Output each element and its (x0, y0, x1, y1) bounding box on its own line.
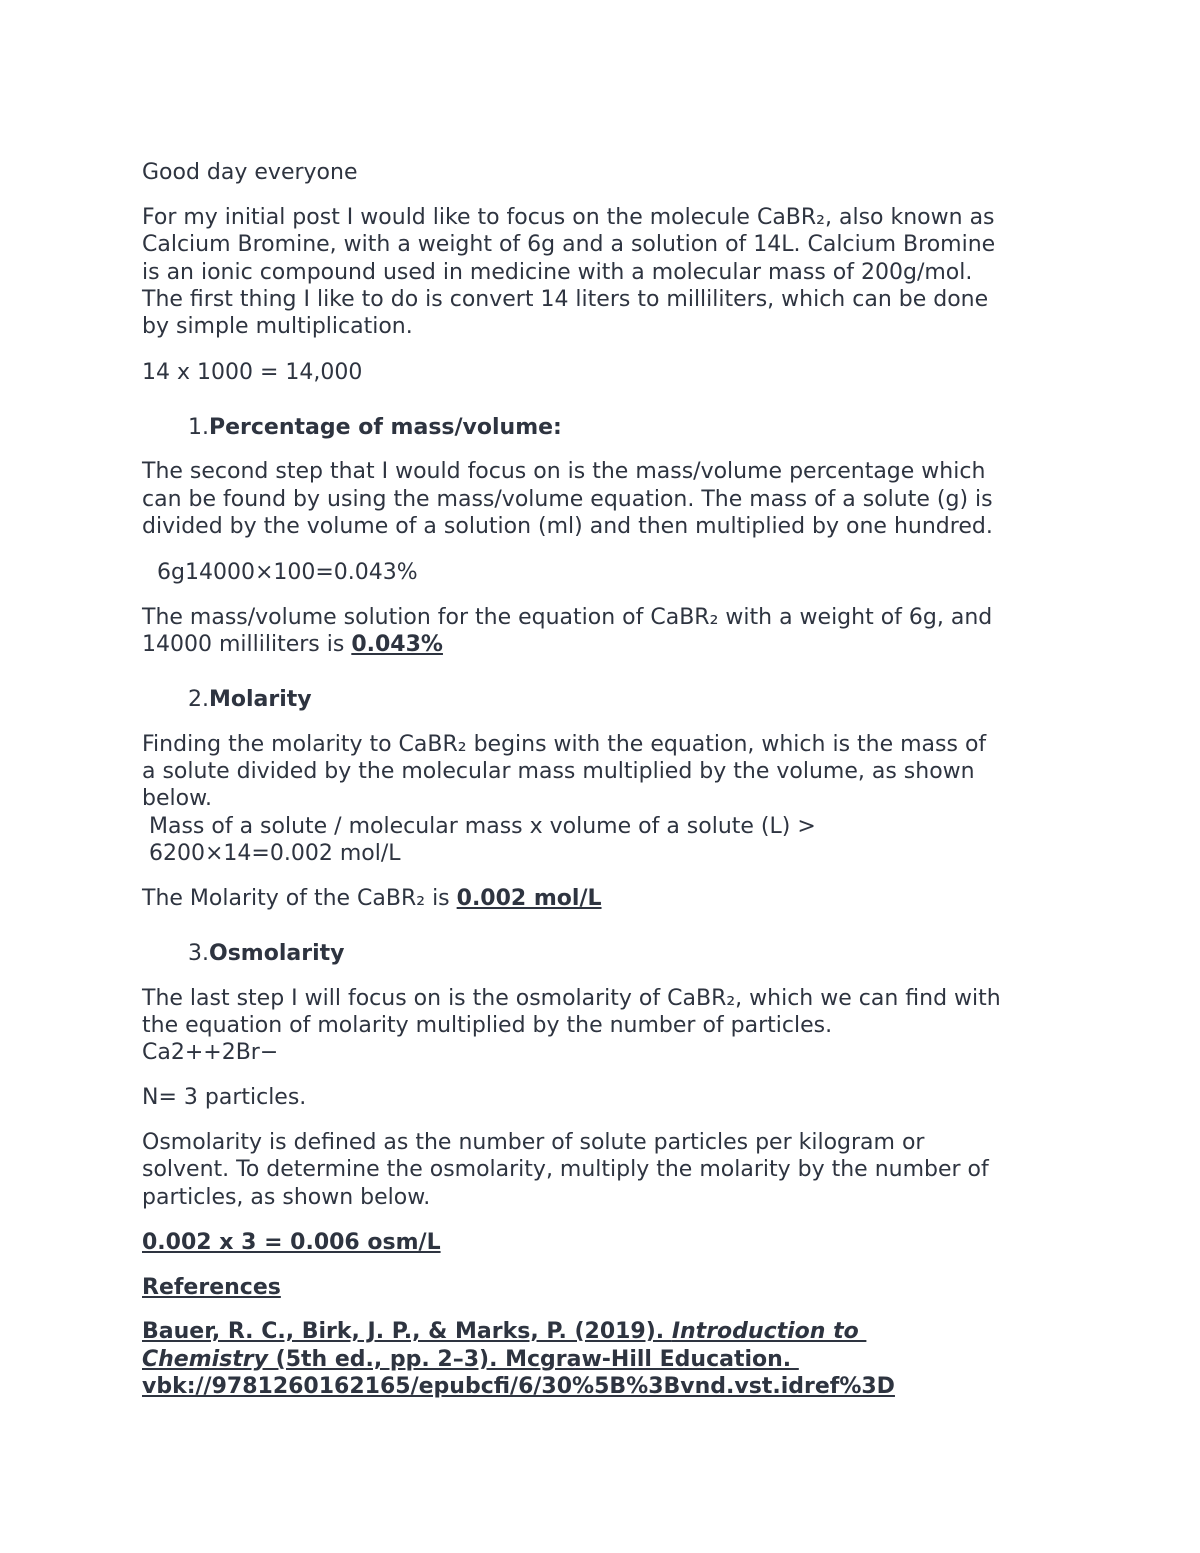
section2-paragraph-line: a solute divided by the molecular mass multiplied by the volume, as shown (142, 759, 975, 784)
mass-volume-equation: 6g14000×100=0.043% (157, 560, 418, 585)
section1-paragraph-line: The second step that I would focus on is the mass/volume percentage which (142, 459, 986, 484)
section1-paragraph-line: can be found by using the mass/volume equation. The mass of a solute (g) is (142, 487, 993, 512)
particle-count: N= 3 particles. (142, 1085, 307, 1110)
molarity-result: 0.002 mol/L (456, 886, 602, 911)
reference-authors: Bauer, R. C., Birk, J. P., & Marks, P. (2019). (142, 1319, 672, 1344)
osmolarity-definition-line: solvent. To determine the osmolarity, multiply the molarity by the number of (142, 1157, 989, 1182)
molarity-result-line (142, 885, 602, 912)
section3-paragraph-line: the equation of molarity multiplied by the number of particles. (142, 1013, 833, 1038)
section-title: Molarity (209, 687, 312, 712)
intro-line: by simple multiplication. (142, 314, 413, 339)
section1-paragraph-line: divided by the volume of a solution (ml) and then multiplied by one hundred. (142, 514, 993, 539)
references-heading: References (142, 1275, 281, 1300)
section-number: 1. (188, 415, 209, 440)
section-title: Osmolarity (209, 941, 345, 966)
reference-line (142, 1318, 866, 1345)
molarity-formula: Mass of a solute / molecular mass x volume of a solute (L) > (142, 814, 816, 839)
osmolarity-definition-line: particles, as shown below. (142, 1185, 431, 1210)
section-heading-3 (188, 940, 344, 967)
osmolarity-result: 0.002 x 3 = 0.006 osm/L (142, 1230, 441, 1255)
conversion-equation: 14 x 1000 = 14,000 (142, 360, 363, 385)
section-number: 2. (188, 687, 209, 712)
section-title: Percentage of mass/volume: (209, 415, 562, 440)
section-heading-1 (188, 414, 562, 441)
osmolarity-definition-line: Osmolarity is defined as the number of solute particles per kilogram or (142, 1130, 925, 1155)
result-prefix: The Molarity of the CaBR₂ is (142, 886, 457, 911)
section2-paragraph-line: Finding the molarity to CaBR₂ begins with the equation, which is the mass of (142, 732, 987, 757)
section1-result-line (142, 631, 443, 658)
section-number: 3. (188, 941, 209, 966)
molarity-equation: 6200×14=0.002 mol/L (142, 841, 401, 866)
reference-line (142, 1346, 799, 1373)
result-prefix: 14000 milliliters is (142, 632, 352, 657)
greeting: Good day everyone (142, 160, 358, 185)
section-heading-2 (188, 686, 312, 713)
reference-title: Chemistry (142, 1347, 268, 1372)
intro-line: The first thing I like to do is convert 14 liters to milliliters, which can be done (142, 287, 989, 312)
ion-equation: Ca2++2Br− (142, 1040, 279, 1065)
intro-line: For my initial post I would like to focus on the molecule CaBR₂, also known as (142, 205, 995, 230)
section1-result-line: The mass/volume solution for the equation of CaBR₂ with a weight of 6g, and (142, 605, 993, 630)
intro-line: is an ionic compound used in medicine with a molecular mass of 200g/mol. (142, 260, 973, 285)
reference-link[interactable]: vbk://9781260162165/epubcfi/6/30%5B%3Bvnd.vst.idref%3D (142, 1374, 895, 1399)
reference-title: Introduction to (671, 1319, 867, 1344)
reference-publisher: (5th ed., pp. 2–3). Mcgraw-Hill Education. (268, 1347, 799, 1372)
mass-volume-result: 0.043% (351, 632, 443, 657)
section3-paragraph-line: The last step I will focus on is the osmolarity of CaBR₂, which we can find with (142, 986, 1001, 1011)
section2-paragraph-line: below. (142, 786, 213, 811)
intro-line: Calcium Bromine, with a weight of 6g and a solution of 14L. Calcium Bromine (142, 232, 996, 257)
